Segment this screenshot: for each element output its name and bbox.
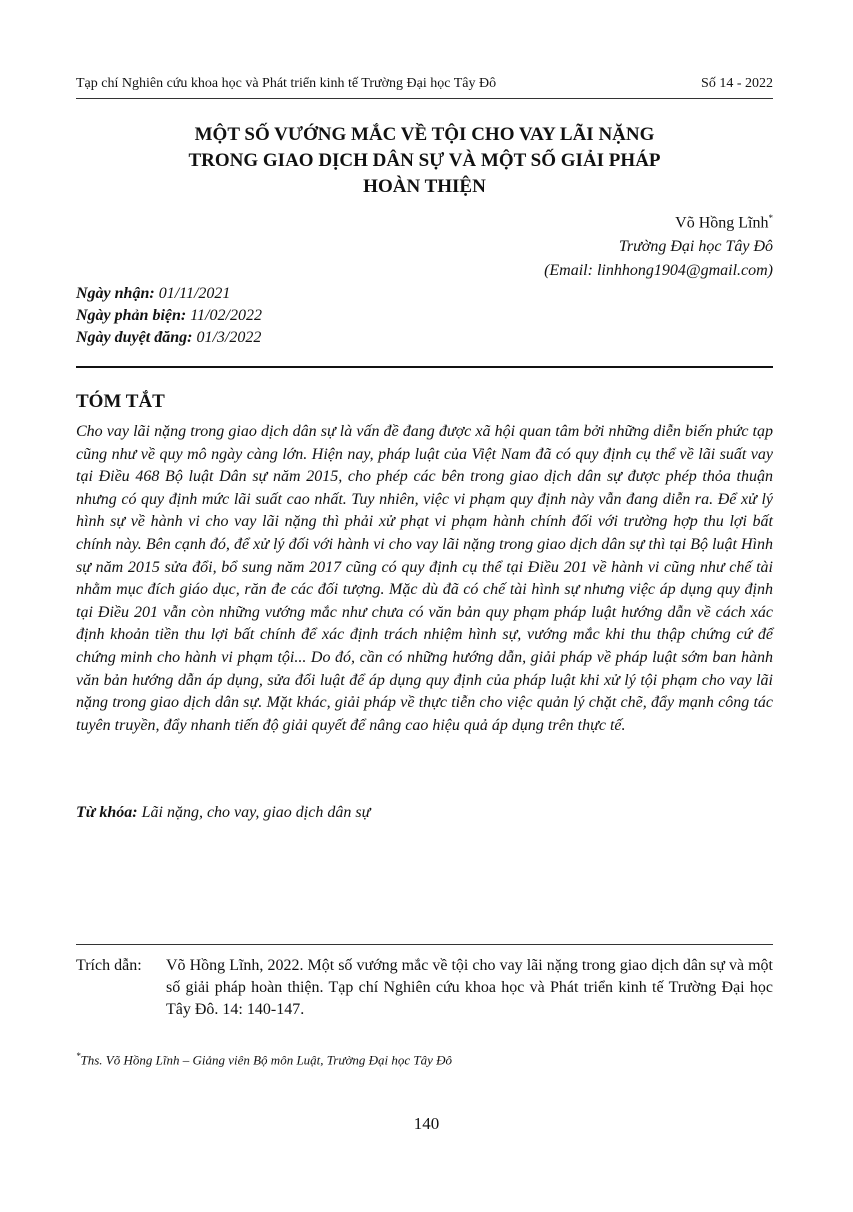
date-received (76, 283, 262, 305)
header-rule (76, 98, 773, 99)
author-footnote-marker: * (768, 213, 773, 223)
date-accepted (76, 327, 262, 349)
keywords (76, 804, 370, 822)
citation-text: Võ Hồng Lĩnh, 2022. Một số vướng mắc về tội cho vay lãi nặng trong giao dịch dân sự và một số giải pháp hoàn thiện. Tạp chí Nghiên cứu khoa học và Phát triển kinh tế Trường Đại học Tây Đô. 14: 140-147. (166, 957, 773, 1018)
abstract-heading: TÓM TẮT (76, 391, 165, 412)
date-received-value: 01/11/2021 (158, 285, 231, 302)
date-accepted-label: Ngày duyệt đăng: (76, 329, 193, 346)
citation-label: Trích dẫn: (76, 957, 142, 974)
title-line-1: MỘT SỐ VƯỚNG MẮC VỀ TỘI CHO VAY LÃI NẶNG (194, 124, 655, 145)
article-dates (76, 283, 262, 349)
issue-number: Số 14 - 2022 (701, 76, 773, 91)
citation-block (76, 955, 773, 1021)
author-affiliation: Trường Đại học Tây Đô (618, 238, 773, 256)
title-line-3: HOÀN THIỆN (363, 176, 486, 197)
author-name: Võ Hồng Lĩnh (675, 214, 769, 232)
citation-divider (76, 944, 773, 945)
journal-name: Tạp chí Nghiên cứu khoa học và Phát triển kinh tế Trường Đại học Tây Đô (76, 76, 497, 91)
author-block (544, 206, 773, 283)
author-email: (Email: linhhong1904@gmail.com) (544, 262, 773, 280)
footnote-marker: * (76, 1051, 81, 1061)
date-reviewed-value: 11/02/2022 (190, 307, 262, 324)
section-divider (76, 366, 773, 368)
date-received-label: Ngày nhận: (76, 285, 155, 302)
page-number: 140 (413, 1114, 440, 1133)
footnote-text: Ths. Võ Hồng Lĩnh – Giảng viên Bộ môn Luật, Trường Đại học Tây Đô (80, 1052, 453, 1068)
date-reviewed (76, 305, 262, 327)
author-name-line (544, 206, 773, 235)
running-header (76, 76, 773, 100)
date-reviewed-label: Ngày phản biện: (76, 307, 187, 324)
paper-title (76, 122, 773, 200)
title-line-2: TRONG GIAO DỊCH DÂN SỰ VÀ MỘT SỐ GIẢI PHÁP (188, 150, 661, 171)
author-footnote (76, 1051, 452, 1068)
abstract-body: Cho vay lãi nặng trong giao dịch dân sự là vấn đề đang được xã hội quan tâm bởi những diễn biến phức tạp cũng như về quy mô ngày càng lớn. Hiện nay, pháp luật của Việt Nam đã có quy định cụ thể về lãi suất vay tại Điều 468 Bộ luật Dân sự năm 2015, cho phép các bên trong giao dịch dân sự được phép thỏa thuận nhưng có quy định mức lãi suất cao nhất. Tuy nhiên, việc vi phạm quy định này vẫn đang diễn ra. Để xử lý hình sự về hành vi cho vay lãi nặng thì phải xử phạt vi phạm hành chính đối với trường hợp thu lợi bất chính này. Bên cạnh đó, để xử lý đối với hành vi cho vay lãi nặng trong giao dịch dân sự thì tại Bộ luật Hình sự năm 2015 sửa đổi, bổ sung năm 2017 cũng có quy định cụ thể tại Điều 201 về hành vi cũng như chế tài nhằm mục đích giáo dục, răn đe các đối tượng. Mặc dù đã có chế tài hình sự nhưng việc áp dụng quy định tại Điều 201 vẫn còn những vướng mắc như chưa có văn bản quy phạm pháp luật hướng dẫn về cách xác định khoản tiền thu lợi bất chính để xác định trách nhiệm hình sự, vướng mắc khi thu thập chứng cứ để chứng minh cho hành vi phạm tội... Do đó, cần có những hướng dẫn, giải pháp về pháp luật sớm ban hành văn bản hướng dẫn áp dụng, sửa đổi luật để áp dụng quy định của pháp luật khi xử lý tội phạm cho vay lãi nặng trong giao dịch dân sự. Mặt khác, giải pháp về thực tiễn cho việc quản lý chặt chẽ, đẩy mạnh công tác tuyên truyền, đẩy nhanh tiến độ giải quyết để nâng cao hiệu quả áp dụng trên thực tế. (76, 423, 773, 734)
keywords-value: Lãi nặng, cho vay, giao dịch dân sự (141, 804, 371, 821)
date-accepted-value: 01/3/2022 (196, 329, 262, 346)
keywords-label: Từ khóa: (76, 804, 138, 821)
